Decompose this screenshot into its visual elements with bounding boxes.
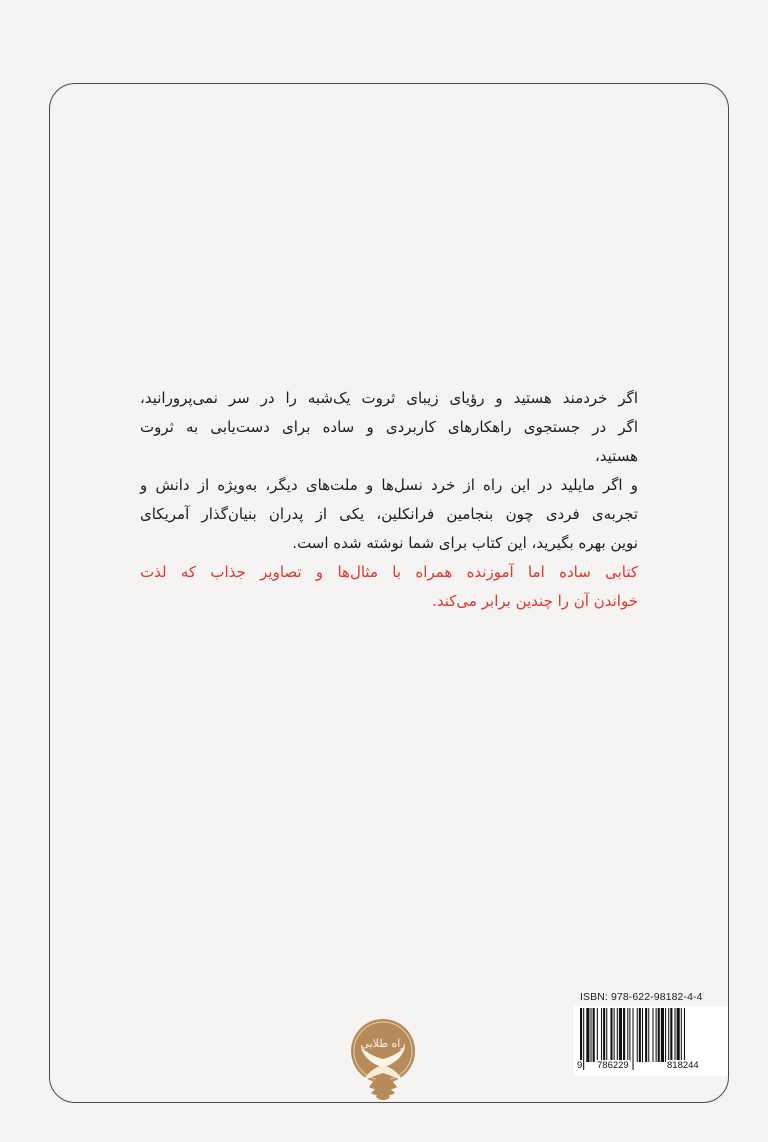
barcode-digit-first: 9 xyxy=(577,1060,583,1071)
blurb-line: هستید، xyxy=(594,447,638,465)
barcode-bar xyxy=(677,1008,680,1062)
blurb-line: و اگر مایلید در این راه از خرد نسل‌ها و ملت‌های دیگر، به‌ویژه از دانش و xyxy=(140,476,638,494)
barcode-bar xyxy=(639,1008,641,1062)
barcode-bar xyxy=(593,1008,595,1062)
barcode-bar xyxy=(586,1008,589,1062)
barcode-bar xyxy=(665,1008,666,1062)
barcode-bar xyxy=(629,1008,630,1062)
publisher-logo-text: راه طلایی xyxy=(360,1037,406,1050)
barcode-bar xyxy=(648,1008,649,1062)
barcode-bar xyxy=(661,1008,664,1062)
highlight-line: کتابی ساده اما آموزنده همراه با مثال‌ها و تصاویر جذاب که لذت xyxy=(140,563,638,581)
barcode-bar xyxy=(623,1008,625,1062)
blurb-line: نوین بهره بگیرید، این کتاب برای شما نوشته شده است. xyxy=(292,534,638,552)
barcode-bar xyxy=(619,1008,622,1062)
back-cover-blurb xyxy=(140,384,638,616)
barcode-bar xyxy=(681,1008,682,1062)
blurb-line: اگر خردمند هستید و رؤیای زیبای ثروت یک‌شبه را در سر نمی‌پرورانید، xyxy=(140,389,638,407)
isbn-label: ISBN: 978-622-98182-4-4 xyxy=(580,991,703,1003)
barcode-bar xyxy=(656,1008,657,1062)
barcode-bar xyxy=(583,1008,584,1070)
barcode-bar xyxy=(652,1008,653,1062)
publisher-logo xyxy=(349,1017,417,1103)
highlight-line: خواندن آن را چندین برابر می‌کند. xyxy=(432,592,638,610)
barcode-digits-left: 786229 xyxy=(597,1060,629,1071)
barcode-bar xyxy=(617,1008,618,1062)
barcode-bar xyxy=(658,1008,660,1062)
barcode-bar xyxy=(633,1008,634,1070)
barcode-bar xyxy=(606,1008,607,1062)
barcode-bar xyxy=(603,1008,605,1062)
barcode-bar xyxy=(601,1008,602,1062)
barcode-bar xyxy=(637,1008,638,1062)
barcode-bar xyxy=(591,1008,592,1062)
blurb-line: اگر در جستجوی راهکارهای کاربردی و ساده برای دست‌یابی به ثروت xyxy=(140,418,638,436)
barcode-bar xyxy=(597,1008,598,1062)
barcode-digits-right: 818244 xyxy=(667,1060,699,1071)
barcode-bar xyxy=(610,1008,612,1062)
barcode-bar xyxy=(645,1008,647,1062)
barcode-bar xyxy=(642,1008,643,1062)
barcode-bar xyxy=(675,1008,676,1062)
blurb-line: تجربه‌ی فردی چون بنجامین فرانکلین، یکی از پدران بنیان‌گذار آمریکای xyxy=(140,505,638,523)
barcode-bar xyxy=(614,1008,615,1062)
barcode-bar xyxy=(670,1008,672,1062)
feather-wings-icon xyxy=(351,1019,415,1100)
barcode-bar xyxy=(627,1008,628,1062)
barcode-bar xyxy=(668,1008,669,1062)
